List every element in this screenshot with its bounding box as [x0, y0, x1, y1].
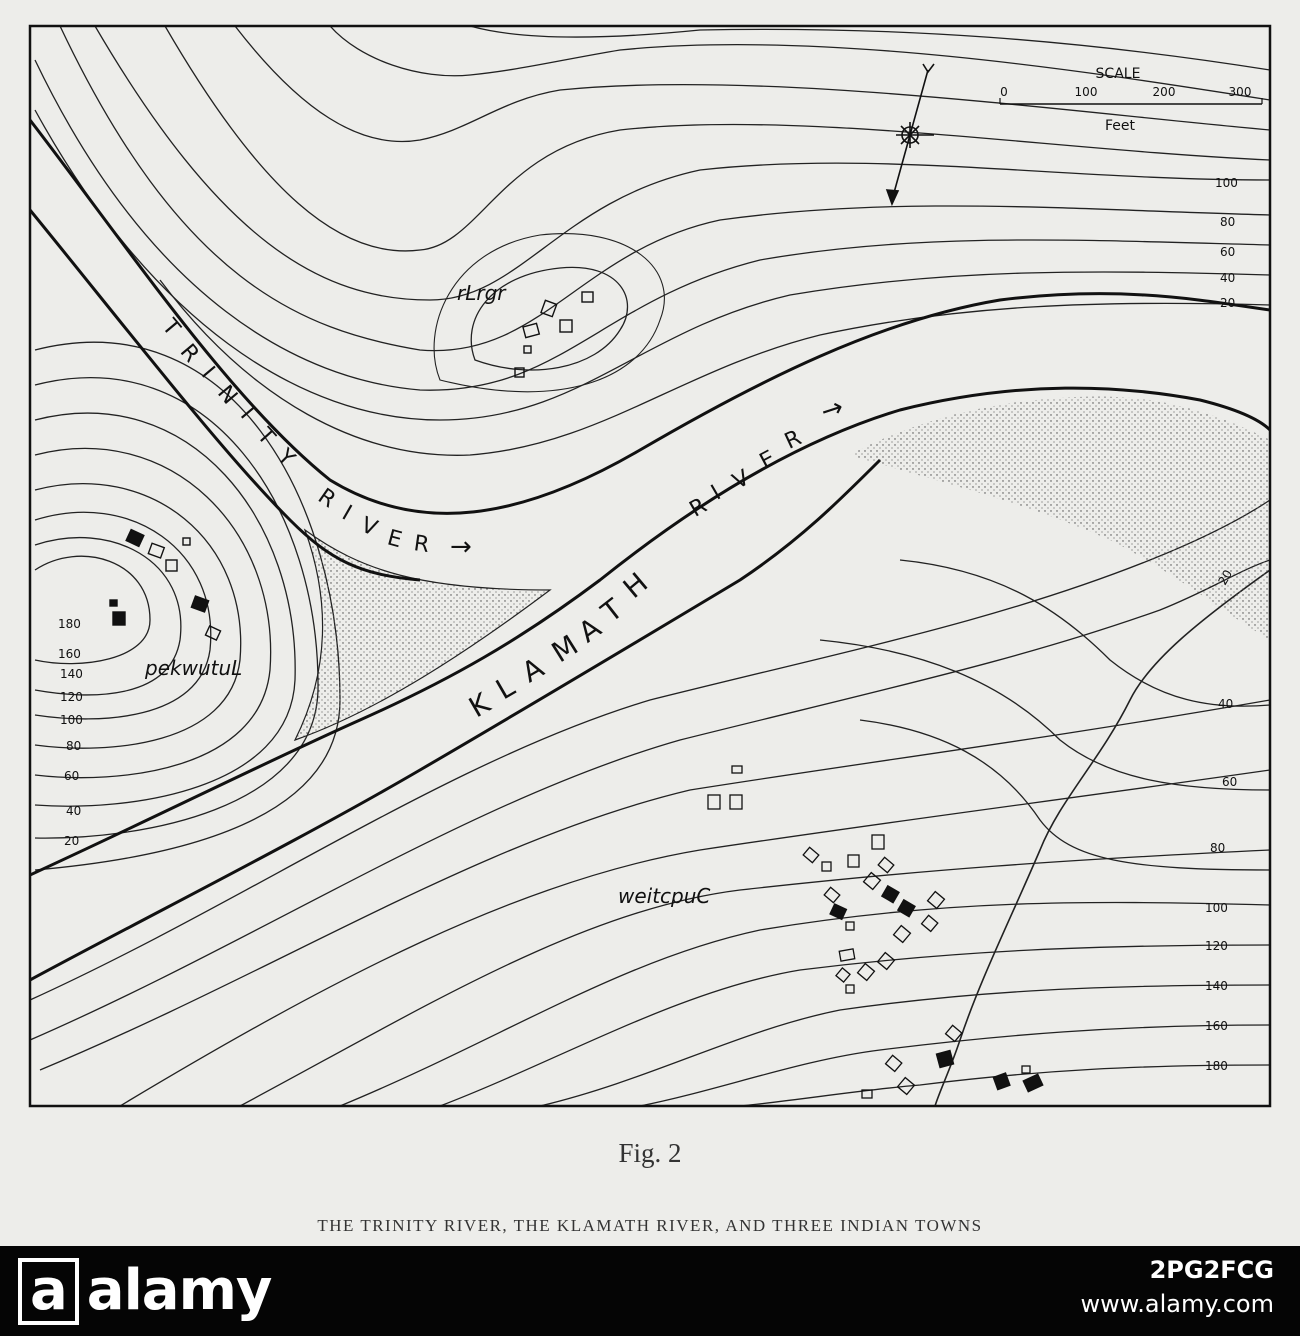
- town-label-pekwutul: pekwutuL: [145, 656, 243, 680]
- contour-line: [95, 26, 1270, 300]
- house: [839, 949, 855, 961]
- river-letter: E: [755, 446, 780, 475]
- contour-line: [470, 26, 1270, 70]
- river-letter: E: [384, 525, 405, 554]
- river-letter: I: [337, 500, 356, 526]
- town-label-weitcpuc: weitcpuC: [618, 884, 711, 908]
- house-dark: [898, 900, 915, 917]
- contour-label: 100: [1205, 901, 1228, 915]
- river-letter: A: [572, 611, 608, 650]
- contour-labels-lower-right: [1205, 567, 1237, 1073]
- figure-caption: THE TRINITY RIVER, THE KLAMATH RIVER, AND THREE INDIAN TOWNS: [317, 1216, 983, 1235]
- sandbar-west: [295, 530, 550, 740]
- house: [864, 873, 881, 890]
- contour-label: 20: [1215, 567, 1236, 588]
- contour-line: [860, 720, 1270, 870]
- contour-line: [340, 903, 1270, 1106]
- river-letter: R: [685, 493, 712, 523]
- contour-label: 40: [66, 804, 82, 818]
- contour-label: 180: [58, 617, 81, 631]
- contour-label: 80: [1210, 841, 1226, 855]
- contour-label: 120: [60, 690, 83, 704]
- watermark-info: [1081, 1256, 1274, 1318]
- contour-line: [540, 985, 1270, 1106]
- house: [846, 985, 854, 993]
- house: [803, 847, 819, 862]
- river-letter: R: [174, 339, 204, 368]
- watermark-site: www.alamy.com: [1080, 1290, 1274, 1318]
- river-letter: R: [313, 483, 341, 514]
- scale-title: SCALE: [1095, 66, 1141, 82]
- contour-line: [30, 500, 1270, 1000]
- contour-label: 160: [1205, 1019, 1228, 1033]
- house: [148, 543, 164, 558]
- contour-lines: [30, 26, 1270, 1106]
- contour-line: [60, 26, 1270, 351]
- house: [878, 857, 894, 872]
- house: [183, 538, 190, 545]
- house-dark: [1023, 1074, 1043, 1092]
- house: [846, 922, 854, 930]
- river-letter: V: [357, 512, 381, 542]
- contour-label: 20: [1220, 296, 1236, 310]
- contour-label: 160: [58, 647, 81, 661]
- house-dark: [882, 886, 899, 903]
- contour-line: [35, 448, 271, 777]
- sandbar-east: [850, 397, 1270, 640]
- house: [732, 766, 742, 773]
- contour-label: 20: [64, 834, 80, 848]
- scale-tick-label: 200: [1152, 85, 1176, 99]
- river-letter: K: [463, 686, 496, 725]
- contour-line: [440, 945, 1270, 1106]
- contour-line: [165, 26, 1270, 251]
- watermark-bar: [0, 1246, 1300, 1336]
- scale-unit: Feet: [1104, 118, 1136, 134]
- contour-line: [35, 339, 340, 870]
- contour-label: 60: [1222, 775, 1238, 789]
- house: [582, 292, 593, 302]
- house: [848, 855, 859, 867]
- contour-label: 80: [66, 739, 82, 753]
- contour-line: [330, 26, 1270, 100]
- house: [205, 626, 220, 640]
- house: [894, 926, 911, 943]
- contour-label: 140: [1205, 979, 1228, 993]
- contour-label: 40: [1218, 697, 1234, 711]
- contour-line: [35, 60, 1270, 390]
- watermark-logo-box: a: [18, 1258, 79, 1325]
- contour-line: [820, 640, 1270, 790]
- contour-label: 60: [64, 769, 80, 783]
- contour-label: 80: [1220, 215, 1236, 229]
- house: [1022, 1066, 1030, 1073]
- river-letter: I: [235, 403, 259, 425]
- contour-label: 100: [1215, 176, 1238, 190]
- house: [822, 862, 831, 871]
- weitcpuc-houses: [708, 766, 1043, 1098]
- house-dark: [110, 600, 117, 606]
- river-letter: I: [196, 362, 220, 384]
- river-letter: R: [412, 531, 431, 559]
- river-letter: R: [781, 425, 806, 455]
- house: [858, 964, 875, 981]
- house: [824, 887, 840, 902]
- contour-label: 120: [1205, 939, 1228, 953]
- house-dark: [126, 530, 144, 547]
- river-letter: V: [728, 465, 754, 495]
- house-dark: [113, 612, 125, 625]
- house: [708, 795, 720, 809]
- river-letter: T: [595, 592, 629, 629]
- river-letter: L: [490, 669, 521, 707]
- house: [836, 968, 850, 982]
- contour-line: [35, 556, 150, 663]
- house-dark: [830, 904, 846, 919]
- scale-tick-label: 0: [1000, 85, 1008, 99]
- river-letter: T: [156, 314, 185, 341]
- house: [946, 1025, 962, 1041]
- scale-bar: [1000, 66, 1262, 134]
- scale-tick-label: 300: [1228, 85, 1252, 99]
- river-letter: M: [545, 628, 584, 670]
- house: [166, 560, 177, 571]
- river-arrow: →: [817, 392, 848, 428]
- watermark-logo-text: alamy: [86, 1258, 272, 1323]
- river-letter: I: [707, 480, 726, 506]
- town-label-rlrgr: rLrgr: [457, 281, 506, 305]
- house: [524, 346, 531, 353]
- house: [872, 835, 884, 849]
- house: [886, 1055, 902, 1071]
- contour-labels-left: [58, 617, 83, 848]
- figure-number: Fig. 2: [618, 1138, 682, 1168]
- house: [730, 795, 742, 809]
- contour-label: 100: [60, 713, 83, 727]
- house: [523, 323, 539, 337]
- contour-label: 180: [1205, 1059, 1228, 1073]
- map-frame: [30, 26, 1270, 1106]
- contour-line: [434, 234, 664, 392]
- house: [928, 892, 945, 909]
- house-dark: [936, 1050, 953, 1067]
- rlrgr-houses: [515, 292, 593, 377]
- house: [560, 320, 572, 332]
- house: [922, 915, 938, 931]
- contour-label: 40: [1220, 271, 1236, 285]
- watermark-logo: [18, 1258, 271, 1325]
- river-letter: A: [516, 651, 550, 690]
- contour-label: 140: [60, 667, 83, 681]
- river-letter: T: [251, 423, 280, 451]
- river-letter: N: [212, 380, 242, 410]
- house: [541, 300, 557, 316]
- river-arrow: →: [450, 532, 472, 562]
- watermark-image-id: 2PG2FCG: [1149, 1256, 1274, 1284]
- trinity-river-label: [156, 314, 472, 562]
- river-letter: Y: [272, 444, 300, 472]
- contour-label: 60: [1220, 245, 1236, 259]
- scale-tick-label: 100: [1074, 85, 1098, 99]
- river-letter: H: [616, 565, 655, 605]
